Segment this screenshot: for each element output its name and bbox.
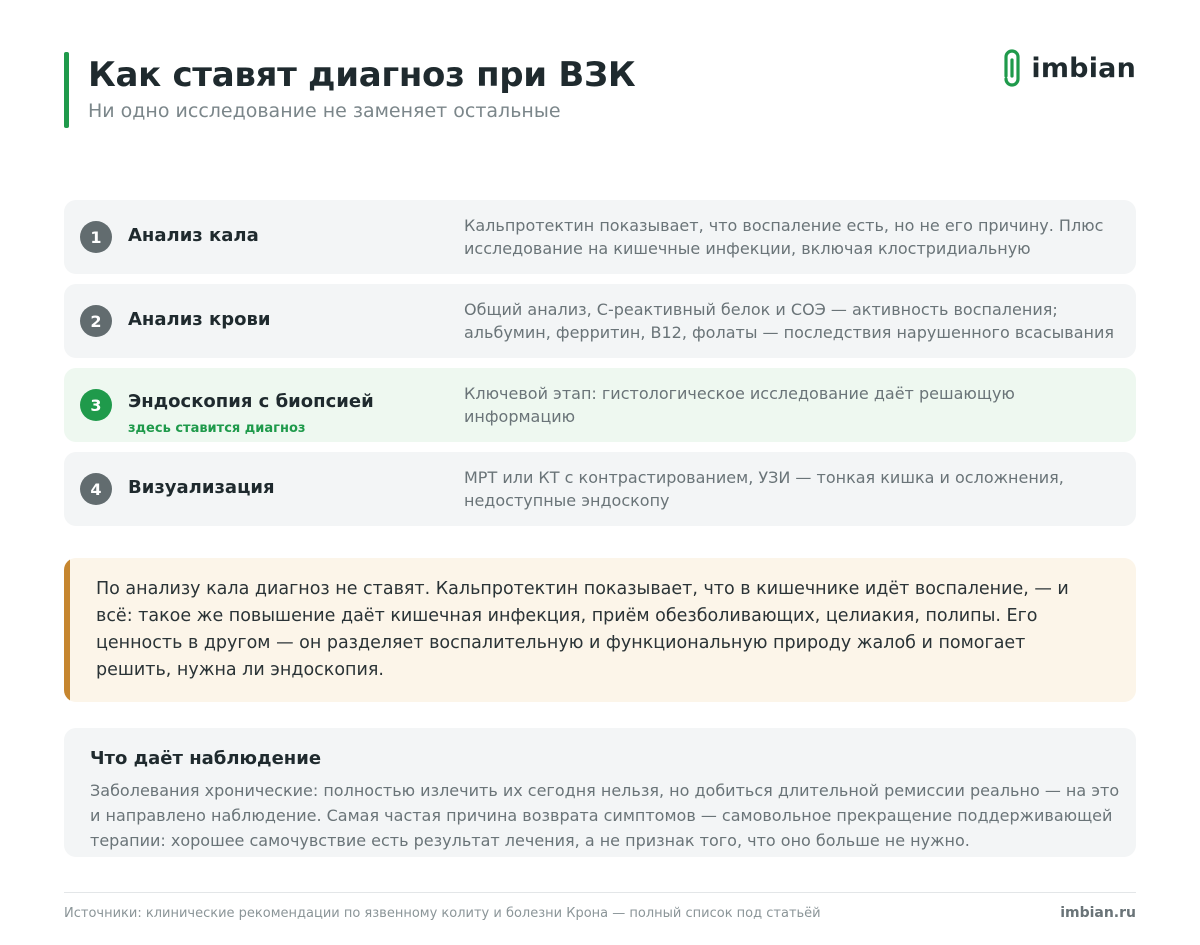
clip-logo-icon (1001, 46, 1023, 90)
step-stool-test (64, 200, 1136, 274)
logo-text: imbian (1031, 52, 1136, 84)
step-number-badge: 3 (80, 389, 112, 421)
step-description: Общий анализ, С-реактивный белок и СОЭ — активность воспаления; альбумин, ферритин, B12, фолаты — последствия нарушенного всасывания (464, 300, 1114, 342)
page-header (64, 52, 1136, 128)
observation-card (64, 728, 1136, 857)
header-accent-bar (64, 52, 69, 128)
observation-heading: Что даёт наблюдение (90, 748, 322, 769)
callout-text: По анализу кала диагноз не ставят. Кальпротектин показывает, что в кишечнике идёт воспаление, — и всё: такое же повышение даёт кишечная инфекция, приём обезболивающих, целиакия, полипы. Его ценность в другом — он разделяет воспалительную и функциональную природу жалоб и помогает решить, нужна ли эндоскопия. (96, 579, 1069, 680)
step-name: Анализ крови (128, 309, 271, 330)
observation-text: Заболевания хронические: полностью излечить их сегодня нельзя, но добиться длительной ремиссии реально — на это и направлено наблюдение. Самая частая причина возврата симптомов — самовольное прекращение поддерживающей терапии: хорошее самочувствие есть результат лечения, а не признак того, что оно больше не нужно. (90, 781, 1120, 850)
step-number-badge: 4 (80, 473, 112, 505)
step-name: Визуализация (128, 477, 275, 498)
step-diagnosis-note: здесь ставится диагноз (128, 421, 306, 436)
step-blood-test (64, 284, 1136, 358)
footer-site-link[interactable]: imbian.ru (1060, 905, 1136, 921)
callout-accent-bar (64, 558, 70, 702)
footer-sources: Источники: клинические рекомендации по язвенному колиту и болезни Крона — полный список под статьёй (64, 906, 821, 921)
step-imaging (64, 452, 1136, 526)
brand-logo (1001, 46, 1136, 90)
step-number-badge: 2 (80, 305, 112, 337)
footer-divider (64, 892, 1136, 893)
page-title: Как ставят диагноз при ВЗК (88, 55, 636, 95)
page-subtitle: Ни одно исследование не заменяет остальные (88, 100, 561, 122)
diagnosis-steps-list (64, 200, 1136, 536)
step-endoscopy-biopsy (64, 368, 1136, 442)
step-name: Анализ кала (128, 225, 259, 246)
step-number-badge: 1 (80, 221, 112, 253)
step-description: МРТ или КТ с контрастированием, УЗИ — тонкая кишка и осложнения, недоступные эндоскопу (464, 468, 1064, 510)
step-description: Кальпротектин показывает, что воспаление есть, но не его причину. Плюс исследование на кишечные инфекции, включая клостридиальную (464, 216, 1104, 258)
stool-test-callout (64, 558, 1136, 702)
step-description: Ключевой этап: гистологическое исследование даёт решающую информацию (464, 384, 1015, 426)
step-name: Эндоскопия с биопсией (128, 391, 374, 412)
